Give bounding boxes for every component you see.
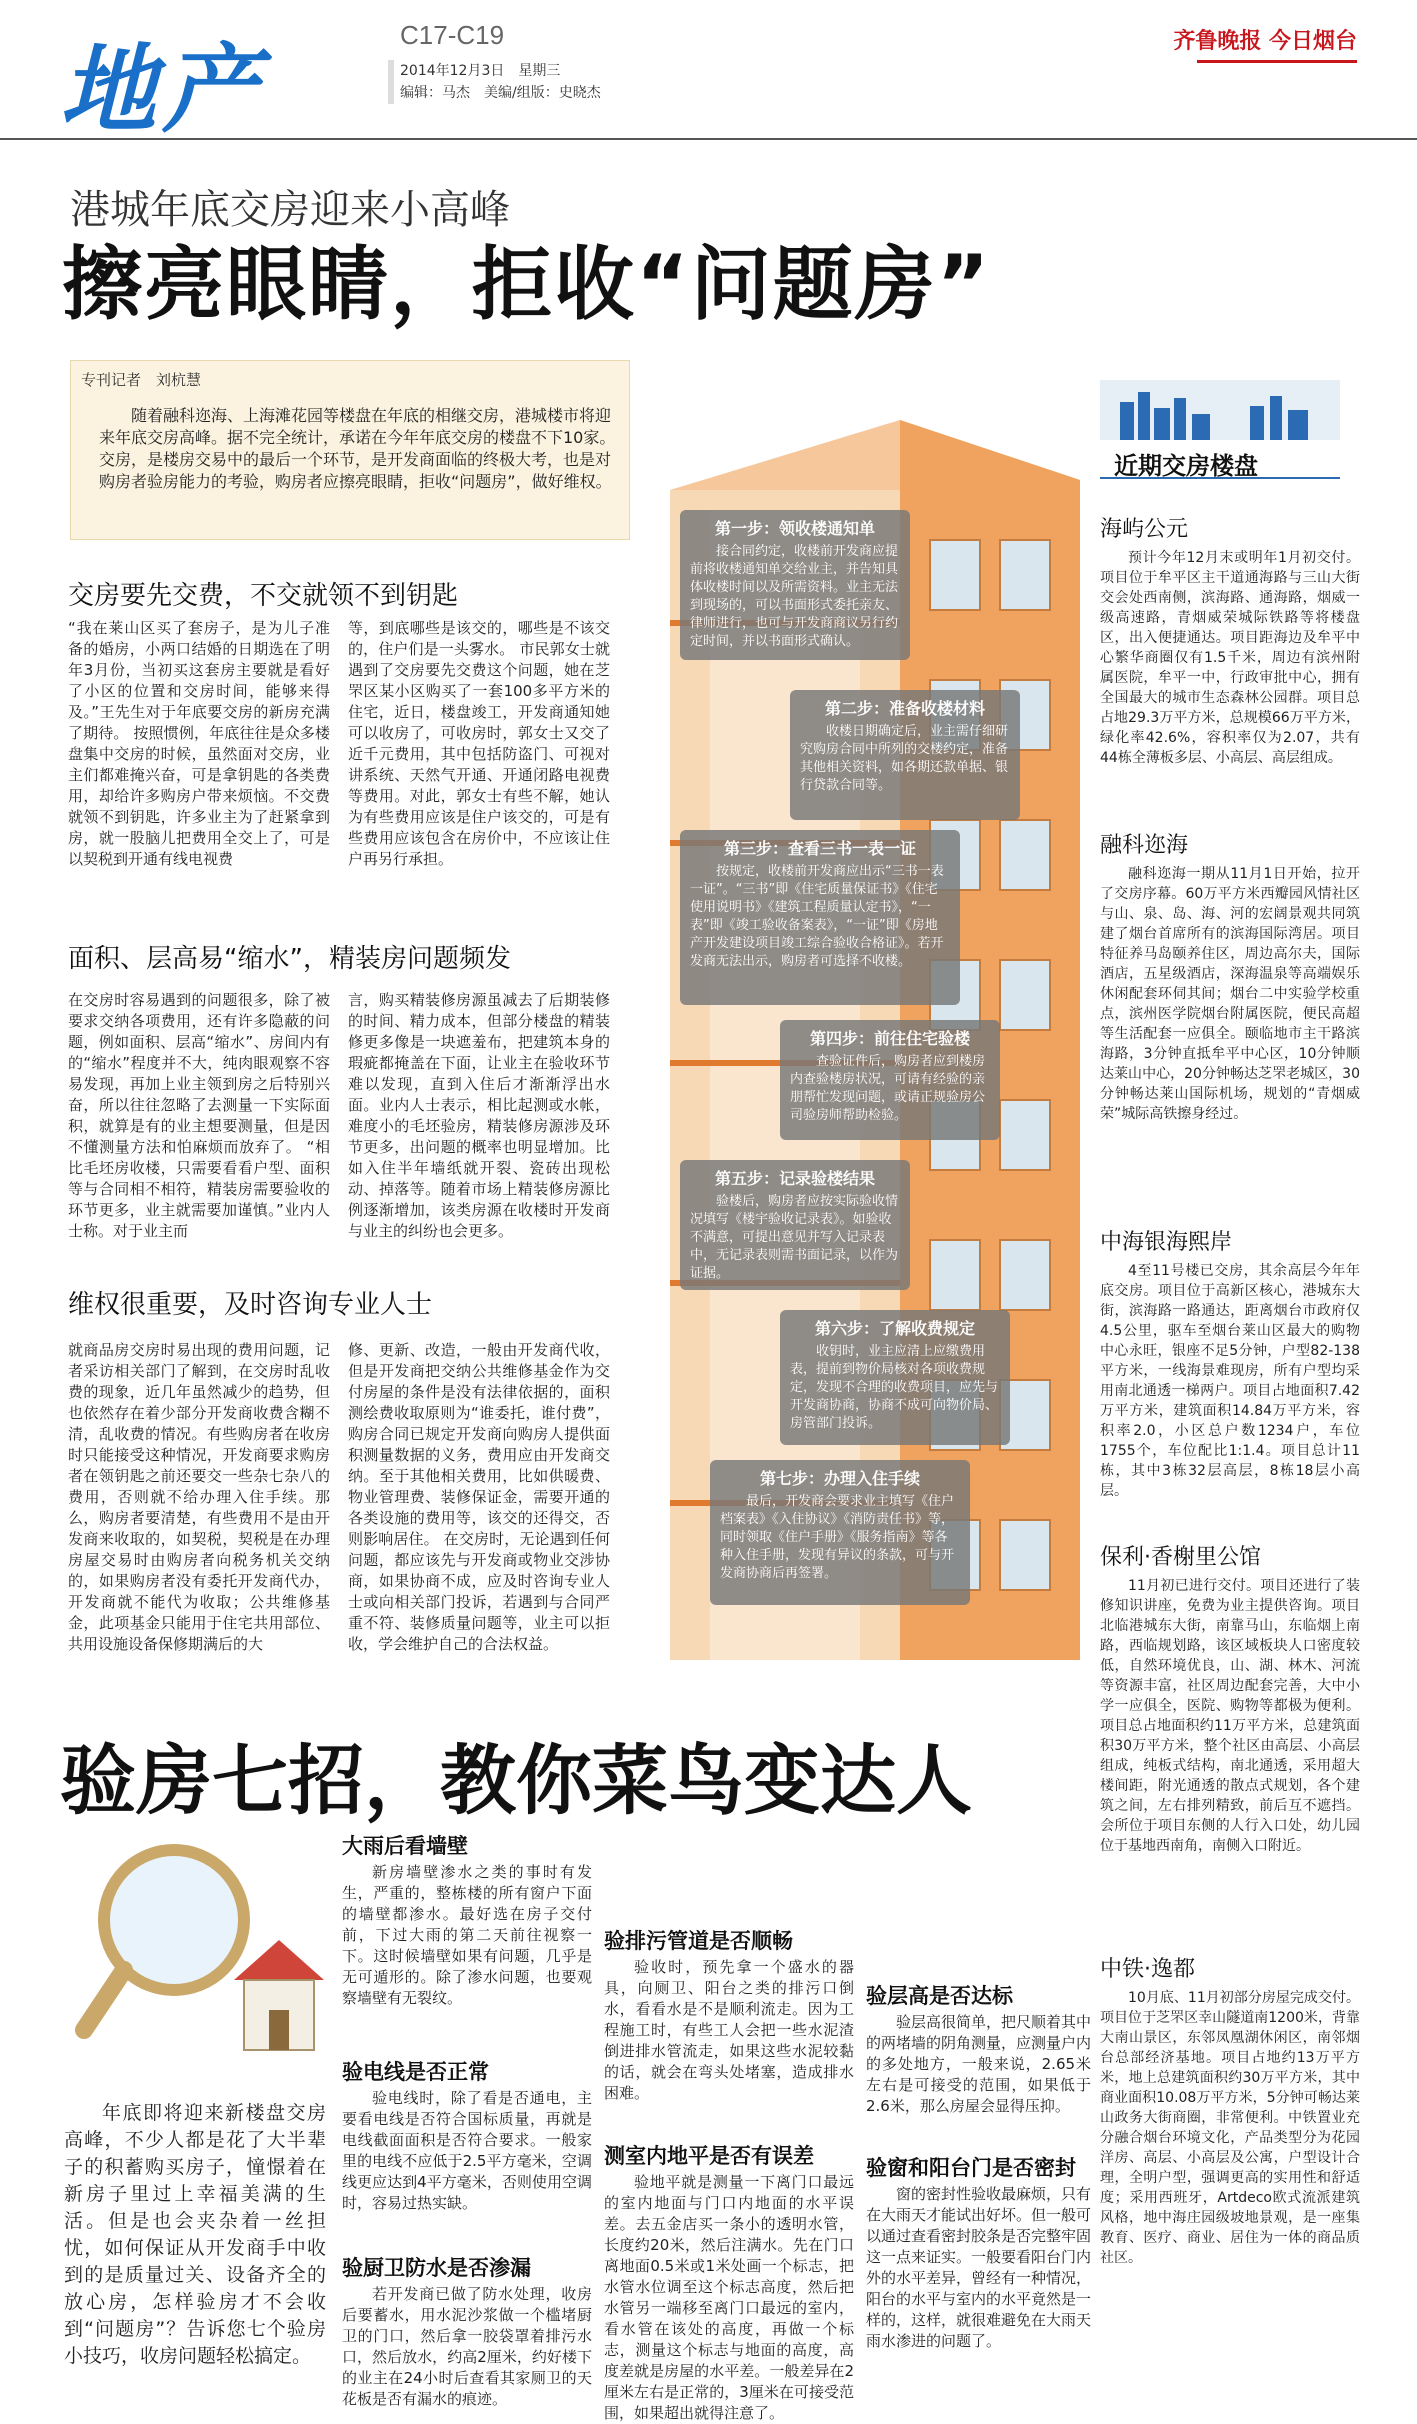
article-column: 等，到底哪些是该交的，哪些是不该交的，住户们是一头雾水。 市民郭女士就遇到了交房要先交费这个问题，她在芝罘区某小区购买了一套100多平方米的住宅，近日，楼盘竣工，开发商通知她可以收房了，可收房时，郭女士又交了近千元费用，其中包括防盗门、可视对讲系统、天然气开通、开通闭路电视费等费用。对此，郭女士有些不解，她认为有些费用应该是住户该交的，可是有些费用应该包含在房价中，不应该让住户再另行承担。 <box>348 619 610 868</box>
step-6-card <box>780 1310 1010 1445</box>
step-text: 接合同约定，收楼前开发商应提前将收楼通知单交给业主，并告知具体收楼时间以及所需资料。业主无法到现场的，可以书面形式委托亲友、律师进行，也可与开发商商议另行约定时间，并以书面形式确认。 <box>690 544 899 649</box>
tip-heading: 验厨卫防水是否渗漏 <box>342 2256 531 2280</box>
article-headline: 擦亮眼睛，拒收“问题房” <box>62 238 992 331</box>
masthead <box>0 0 1417 146</box>
tip-text: 验层高很简单，把尺顺着其中的两堵墙的阴角测量，应测量户内的多处地方，一般来说，2.65米左右是可接受的范围，如果低于2.6米，那么房屋会显得压抑。 <box>866 2013 1092 2115</box>
property-name: 海屿公元 <box>1100 517 1189 542</box>
article-column: 就商品房交房时易出现的费用问题，记者采访相关部门了解到，在交房时乱收费的现象，近几年虽然减少的趋势，但也依然存在着少部分开发商收费含糊不清，乱收费的情况。有些购房者在收房时只能接受这种情况，开发商要求购房者在领钥匙之前还要交一些杂七杂八的费用，否则就不给办理入住手续。那么，购房者要清楚，有些费用不是由开发商来收取的，如契税，契税是在办理房屋交易时由购房者向税务机关交纳的，如果购房者没有委托开发商代办，开发商就不能代为收取；公共维修基金，此项基金只能用于住宅共用部位、共用设施设备保修期满后的大 <box>68 1341 330 1653</box>
step-text: 按规定，收楼前开发商应出示“三书一表一证”。“三书”即《住宅质量保证书》《住宅使用说明书》《建筑工程质量认定书》，“一表”即《竣工验收备案表》，“一证”即《房地产开发建设项目竣工综合验收合格证》。若开发商无法出示，购房者可选择不收楼。 <box>690 864 944 969</box>
editor-credits: 编辑：马杰 美编/组版：史晓杰 <box>400 85 601 101</box>
tips-intro: 年底即将迎来新楼盘交房高峰，不少人都是花了大半辈子的积蓄购买房子，憧憬着在新房子里过上幸福美满的生活。但是也会夹杂着一丝担忧，如何保证从开发商手中收到的是质量过关、设备齐全的放心房，怎样验房才不会收到“问题房”？告诉您七个验房小技巧，收房问题轻松搞定。 <box>64 2102 326 2367</box>
article-column: 修、更新、改造，一般由开发商代收，但是开发商把交纳公共维修基金作为交付房屋的条件是没有法律依据的，面积测绘费收取原则为“谁委托，谁付费”，购房合同已规定开发商向购房人提供面积测量数据的义务，费用应由开发商交纳。至于其他相关费用，比如供暖费、物业管理费、装修保证金，需要开通的各类设施的费用等，该交的还得交，否则影响居住。 在交房时，无论遇到任何问题，都应该先与开发商或物业交涉协商，如果协商不成，应及时咨询专业人士或向相关部门投诉，若遇到与合同严重不符、装修质量问题等，业主可以拒收，学会维护自己的合法权益。 <box>348 1341 610 1653</box>
tip-text: 若开发商已做了防水处理，收房后要蓄水，用水泥沙浆做一个槛堵厨卫的门口，然后拿一胶袋罩着排污水口，然后放水，约高2厘米，约好楼下的业主在24小时后查看其家厕卫的天花板是否有漏水的痕迹。 <box>342 2285 592 2408</box>
step-5-card <box>680 1160 910 1290</box>
tip-heading: 大雨后看墙壁 <box>342 1834 468 1858</box>
property-desc: 11月初已进行交付。项目还进行了装修知识讲座，免费为业主提供咨询。项目北临港城东大街，南靠马山，东临烟上南路，西临规划路，该区域板块人口密度较低，自然环境优良，山、湖、林木、河流等资源丰富，社区周边配套完善，大中小学一应俱全，医院、购物等都极为便利。项目总占地面积约11万平方米，总建筑面积30万平方米，整个社区由高层、小高层组成，纯板式结构，南北通透，采用超大楼间距，附光通透的散点式规划，各个建筑之间，左右排列精致，前后互不遮挡。会所位于项目东侧的人行入口处，幼儿园位于基地西南角，南侧入口附近。 <box>1100 1578 1360 1854</box>
section-title: 地产 <box>60 34 264 146</box>
magnifier-house-illustration <box>64 1830 326 2080</box>
tip-text: 验电线时，除了看是否通电，主要看电线是否符合国标质量，再就是电线截面面积是否符合要求。一般家里的电线不应低于2.5平方毫米，空调线更应达到4平方毫米，否则使用空调时，容易过热实缺。 <box>342 2089 592 2212</box>
tip-heading: 测室内地平是否有误差 <box>604 2144 814 2168</box>
newspaper-brand: 齐鲁晚报 今日烟台 <box>1173 29 1357 54</box>
step-4-card <box>780 1020 1000 1140</box>
byline: 专刊记者 刘杭慧 <box>81 371 202 389</box>
property-desc: 10月底、11月初部分房屋完成交付。项目位于芝罘区幸山隧道南1200米，背靠大南山景区，东邻凤凰湖休闲区，南邻烟台总部经济基地。项目占地约13万平方米，地上总建筑面积约30万平方米，其中商业面积10.08万平方米，5分钟可畅达莱山政务大街商圈，非常便利。中铁置业充分融合烟台环境文化，产品类型分为花园洋房、高层、小高层及公寓，户型设计合理，全明户型，强调更高的实用性和舒适度；采用西班牙，Artdeco欧式流派建筑风格，地中海庄园级坡地景观，是一座集教育、医疗、商业、居住为一体的商品质社区。 <box>1100 1990 1360 2266</box>
property-desc: 4至11号楼已交房，其余高层今年年底交房。项目位于高新区核心，港城东大街，滨海路一路通达，距离烟台市政府仅4.5公里，驱车至烟台莱山区最大的购物中心永旺，银座不足5分钟，户型82-138平方米，一线海景难现房，所有户型均采用南北通透一梯两户。项目占地面积7.42万平方米，建筑面积14.84万平方米，容积率2.0，小区总户数1234户，车位1755个，车位配比1:1.4。项目总计11栋，其中3栋32层高层，8栋18层小高层。 <box>1100 1263 1360 1499</box>
tip-heading: 验电线是否正常 <box>342 2060 489 2084</box>
step-text: 查验证件后，购房者应到楼房内查验楼房状况，可请有经验的亲朋帮忙发现问题，或请正规验房公司验房师帮助检验。 <box>790 1054 986 1123</box>
tip-heading: 验窗和阳台门是否密封 <box>866 2156 1076 2180</box>
lead-box <box>70 360 630 540</box>
tip-text: 窗的密封性验收最麻烦，只有在大雨天才能试出好坏。但一般可以通过查看密封胶条是否完整牢固这一点来证实。一般要看阳台门内外的水平差异，曾经有一种情况，阳台的水平与室内的水平竟然是一样的，这样，就很难避免在大雨天雨水渗进的问题了。 <box>866 2185 1092 2350</box>
step-title: 第一步：领收楼通知单 <box>714 519 875 538</box>
article-column: 在交房时容易遇到的问题很多，除了被要求交纳各项费用，还有许多隐蔽的问题，例如面积、层高“缩水”、房间内有的“缩水”程度并不大，纯肉眼观察不容易发现，再加上业主领到房之后特别兴奋，所以往往忽略了去测量一下实际面积，就算是有的业主想要测量，但是因不懂测量方法和怕麻烦而放弃了。 “相比毛坯房收楼，只需要看看户型、面积等与合同相不相符，精装房需要验收的环节更多，业主就需要加谨慎。”业内人士称。对于业主而 <box>68 991 330 1240</box>
page-numbers: C17-C19 <box>400 20 505 50</box>
tips-headline: 验房七招，教你菜鸟变达人 <box>60 1736 972 1825</box>
tip-heading: 验层高是否达标 <box>866 1984 1013 2008</box>
brand-underline <box>1197 60 1357 63</box>
step-3-card <box>680 830 960 1005</box>
step-text: 收钥时，业主应清上应缴费用表，提前到物价局核对各项收费规定，发现不合理的收费项目，应先与开发商协商，协商不成可向物价局、房管部门投诉。 <box>790 1344 999 1431</box>
step-text: 验楼后，购房者应按实际验收情况填写《楼宇验收记录表》。如验收不满意，可提出意见并写入记录表中，无记录表则需书面记录，以作为证据。 <box>690 1194 899 1281</box>
step-title: 第二步：准备收楼材料 <box>824 699 985 718</box>
lead-paragraph: 随着融科迩海、上海滩花园等楼盘在年底的相继交房，港城楼市将迎来年底交房高峰。据不完全统计，承诺在今年年底交房的楼盘不下10家。交房，是楼房交易中的最后一个环节，是开发商面临的终极大考，也是对购房者验房能力的考验，购房者应擦亮眼睛，拒收“问题房”，做好维权。 <box>99 406 616 491</box>
property-name: 保利·香榭里公馆 <box>1100 1545 1261 1570</box>
step-title: 第六步：了解收费规定 <box>814 1319 975 1338</box>
tip-text: 验收时，预先拿一个盛水的器具，向厕卫、阳台之类的排污口倒水，看看水是不是顺利流走。因为工程施工时，有些工人会把一些水泥渣倒进排水管流走，如果这些水泥较黏的话，就会在弯头处堵塞，造成排水困难。 <box>604 1958 854 2102</box>
step-title: 第四步：前往住宅验楼 <box>809 1029 970 1048</box>
section-heading: 维权很重要，及时咨询专业人士 <box>68 1290 433 1320</box>
property-name: 中海银海熙岸 <box>1100 1230 1233 1255</box>
sidebar-title: 近期交房楼盘 <box>1114 452 1258 480</box>
step-7-card <box>710 1460 970 1605</box>
step-title: 第七步：办理入住手续 <box>759 1469 920 1488</box>
building-infographic <box>650 420 1110 1680</box>
section-heading: 交房要先交费，不交就领不到钥匙 <box>68 581 459 611</box>
property-desc: 融科迩海一期从11月1日开始，拉开了交房序幕。60万平方米西瓣园风情社区与山、泉、岛、海、河的宏阔景观共同筑建了烟台首席所有的滨海国际湾居。项目特征养马岛颐养住区，周边高尔夫，国际酒店，五星级酒店，深海温泉等高端娱乐休闲配套环伺其间；烟台二中实验学校重点，滨州医学院烟台附属医院，便民高超等生活配套一应俱全。颐临地市主干路滨海路，3分钟直抵牟平中心区，10分钟顺达莱山中心，20分钟畅达芝罘老城区，30分钟畅达莱山国际机场，规划的“青烟威荣”城际高铁擦身经过。 <box>1100 866 1360 1122</box>
property-name: 中铁·逸都 <box>1100 1957 1195 1982</box>
tip-text: 验地平就是测量一下离门口最远的室内地面与门口内地面的水平误差。去五金店买一条小的透明水管，长度约20米，然后注满水。先在门口离地面0.5米或1米处画一个标志，把水管水位调至这个标志高度，然后把水管另一端移至离门口最远的室内，看水管在该处的高度，再做一个标志，测量这个标志与地面的高度，高度差就是房屋的水平差。一般差异在2厘米左右是正常的，3厘米在可接受范围，如果超出就得注意了。 <box>604 2173 854 2422</box>
step-2-card <box>790 690 1020 820</box>
issue-date: 2014年12月3日 星期三 <box>400 63 561 79</box>
step-title: 第三步：查看三书一表一证 <box>723 839 916 858</box>
section-heading: 面积、层高易“缩水”，精装房问题频发 <box>68 944 511 974</box>
step-text: 收楼日期确定后，业主需仔细研究购房合同中所列的交楼约定，准备其他相关资料，如各期还款单据、银行贷款合同等。 <box>800 724 1009 793</box>
article-kicker: 港城年底交房迎来小高峰 <box>70 187 510 233</box>
tip-heading: 验排污管道是否顺畅 <box>604 1929 793 1953</box>
article-column: 言，购买精装修房源虽减去了后期装修的时间、精力成本，但部分楼盘的精装修更多像是一块遮羞布，把建筑本身的瑕疵都掩盖在下面，让业主在验收环节难以发现，直到入住后才渐渐浮出水面。业内人士表示，相比起测或水帐，难度小的毛坯验房，精装修房源涉及环节更多，出问题的概率也明显增加。比如入住半年墙纸就开裂、瓷砖出现松动、掉落等。随着市场上精装修房源比例逐渐增加，该类房源在收楼时开发商与业主的纠纷也会更多。 <box>348 991 610 1240</box>
article-column: “我在莱山区买了套房子，是为儿子准备的婚房，小两口结婚的日期选在了明年3月份，当初买这套房主要就是看好了小区的位置和交房时间，能够来得及。”王先生对于年底要交房的新房充满了期待。 按照惯例，年底往往是众多楼盘集中交房的时候，虽然面对交房，业主们都难掩兴奋，可是拿钥匙的各类费用，却给许多购房户带来烦恼。不交费就领不到钥匙，许多业主为了赶紧拿到房，就一股脑儿把费用全交上了，可是以契税到开通有线电视费 <box>68 619 330 868</box>
recent-deliveries-sidebar <box>1100 380 1365 1880</box>
step-text: 最后，开发商会要求业主填写《住户档案表》《入住协议》《消防责任书》等，同时领取《住户手册》《服务指南》等各种入住手册，发现有异议的条款，可与开发商协商后再签署。 <box>720 1494 955 1581</box>
property-name: 融科迩海 <box>1100 833 1189 858</box>
tip-text: 新房墙壁渗水之类的事时有发生，严重的，整栋楼的所有窗户下面的墙壁都渗水。最好选在房子交付前，下过大雨的第二天前往视察一下。这时候墙壁如果有问题，几乎是无可遁形的。除了渗水问题，也要观察墙壁有无裂纹。 <box>342 1863 592 2007</box>
issue-meta <box>388 60 601 104</box>
step-1-card <box>680 510 910 660</box>
property-desc: 预计今年12月末或明年1月初交付。项目位于牟平区主干道通海路与三山大街交会处西南侧，滨海路、通海路，烟威一级高速路，青烟威荣城际铁路等将楼盘区，出入便捷通达。项目距海边及牟平中心繁华商圈仅有1.5千米，周边有滨州附属医院，牟平一中，行政审批中心，拥有全国最大的城市生态森林公园群。项目总占地29.3万平方米，总规模66万平方米，绿化率42.6%，容积率仅为2.07，共有44栋全薄板多层、小高层、高层组成。 <box>1100 550 1360 766</box>
step-title: 第五步：记录验楼结果 <box>714 1169 875 1188</box>
